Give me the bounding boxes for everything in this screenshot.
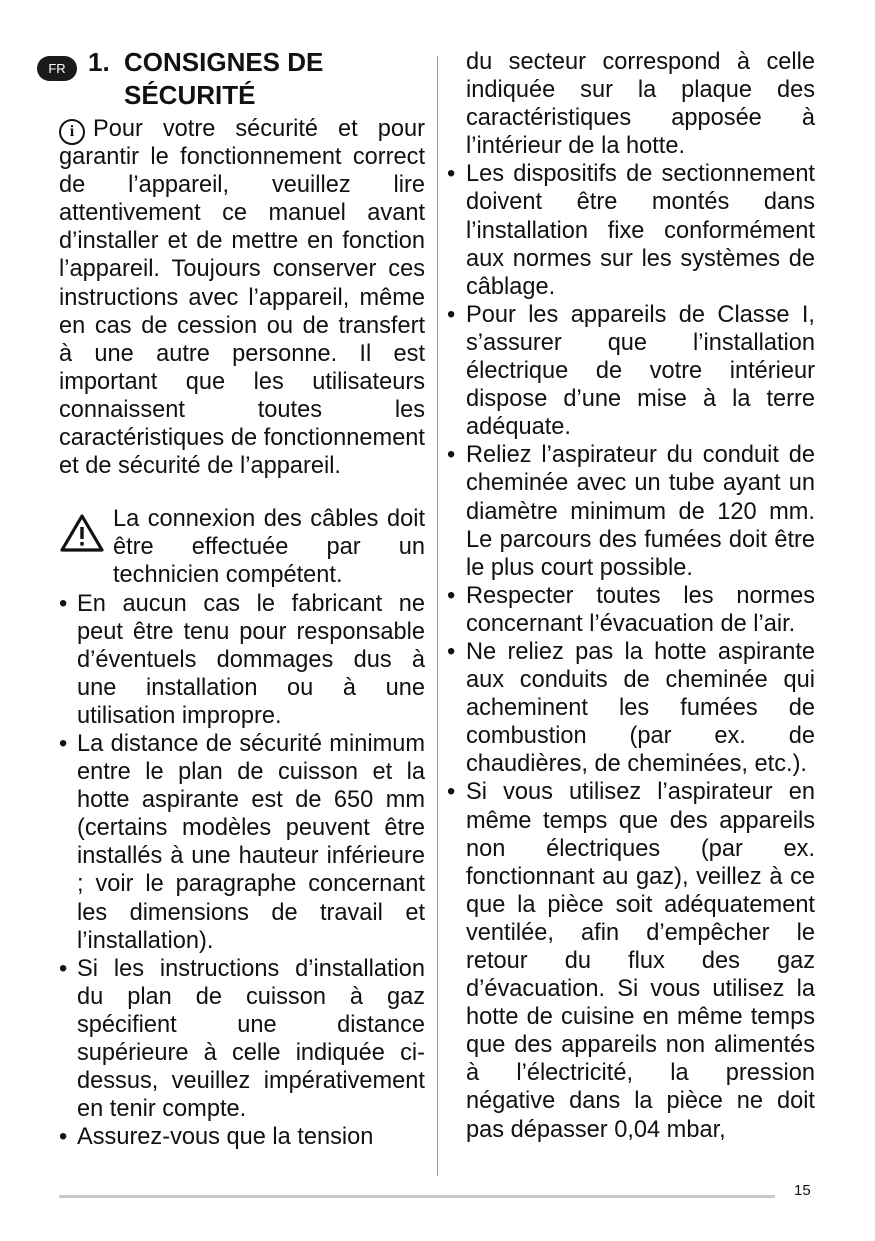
list-item: • Respecter toutes les normes concernant l’évacuation de l’air. xyxy=(466,582,815,638)
section-number: 1. xyxy=(88,47,110,77)
list-item: • Ne reliez pas la hotte aspirante aux conduits de cheminée qui acheminent les fumées de combustion (par ex. de chaudières, de cheminées, etc.). xyxy=(466,638,815,778)
list-item: • Pour les appareils de Classe I, s’assurer que l’installation électrique de votre intérieur dispose d’une mise à la terre adéquate. xyxy=(466,301,815,441)
list-item-continuation: du secteur correspond à celle indiquée sur la plaque des caractéristiques apposée à l’intérieur de la hotte. xyxy=(466,49,815,160)
right-bullet-list xyxy=(466,48,815,1144)
list-item: • Les dispositifs de sectionnement doivent être montés dans l’installation fixe conformément aux normes sur les systèmes de câblage. xyxy=(466,160,815,300)
right-column xyxy=(466,48,815,1144)
page-number: 15 xyxy=(794,1182,811,1199)
list-item: • La distance de sécurité minimum entre le plan de cuisson et la hotte aspirante est de 650 mm (certains modèles peuvent être installés à une hauteur inférieure ; voir le paragraphe concernant les dimensions de travail et l’installation). xyxy=(59,730,425,955)
intro-block xyxy=(59,115,425,480)
list-item: • Si vous utilisez l’aspirateur en même temps que des appareils non électriques (par ex. fonctionnant au gaz), veillez à ce que la pièce soit adéquatement ventilée, afin d’empêcher le retour du flux des gaz d’évacuation. Si vous utilisez la hotte de cuisine en même temps que des appareils non alimentés à l’électricité, la pression négative dans la pièce ne doit pas dépasser 0,04 mbar, xyxy=(466,778,815,1143)
warning-triangle-icon xyxy=(59,513,105,553)
info-icon: i xyxy=(59,119,85,145)
language-badge: FR xyxy=(37,56,77,81)
list-item: • En aucun cas le fabricant ne peut être tenu pour responsable d’éventuels dommages dus à une installation ou à une utilisation impropre. xyxy=(59,590,425,730)
list-item: • Si les instructions d’installation du plan de cuisson à gaz spécifient une distance supérieure à celle indiquée ci-dessus, veuillez impérativement en tenir compte. xyxy=(59,955,425,1124)
left-column xyxy=(48,46,425,1151)
column-divider xyxy=(437,56,438,1176)
list-item: • Reliez l’aspirateur du conduit de cheminée avec un tube ayant un diamètre minimum de 120 mm. Le parcours des fumées doit être le plus court possible. xyxy=(466,441,815,581)
warning-text: La connexion des câbles doit être effectuée par un technicien compétent. xyxy=(113,506,425,589)
list-item: • Assurez-vous que la tension xyxy=(59,1123,425,1151)
intro-paragraph: Pour votre sécurité et pour garantir le fonctionnement correct de l’appareil, veuillez lire attentivement ce manuel avant d’installer et de mettre en fonction l’appareil. Toujours conserver ces instructions avec l’appareil, même en cas de cession ou de transfert à une autre personne. Il est important que les utilisateurs connaissent toutes les caractéristiques de fonctionnement et de sécurité de l’appareil. xyxy=(59,116,425,480)
warning-block xyxy=(59,505,425,589)
section-heading xyxy=(48,46,425,112)
left-bullet-list xyxy=(59,590,425,1152)
section-title: CONSIGNES DE SÉCURITÉ xyxy=(124,47,324,110)
footer-rule xyxy=(59,1195,775,1198)
